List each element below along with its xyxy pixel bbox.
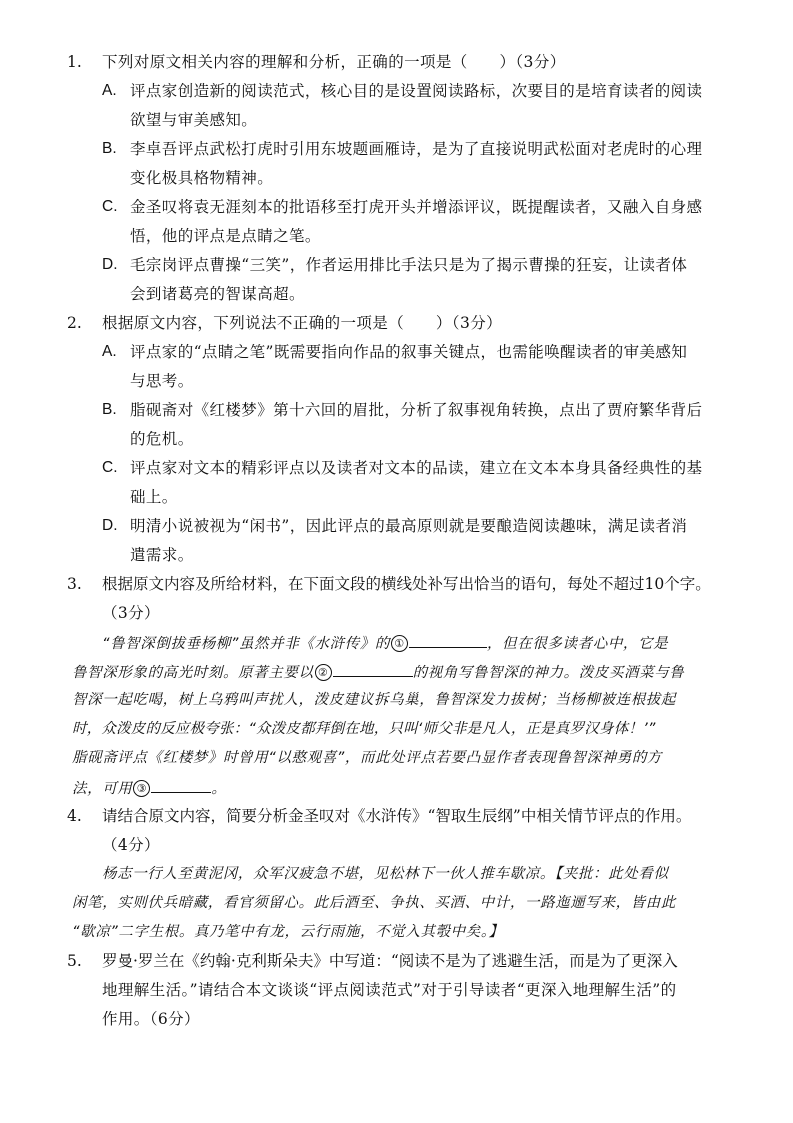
q2-option-d-line1: 明清小说被视为“闲书”，因此评点的最高原则就是要酿造阅读趣味，满足读者消 [130,517,688,535]
q3-passage-line3: 智深一起吃喝，树上乌鸦叫声扰人，泼皮建议拆乌巢，鲁智深发力拔树；当杨柳被连根拔起 [72,692,676,708]
q3-passage-text: “鲁智深倒拔垂杨柳”虽然并非《水浒传》的 [102,636,391,652]
q3-passage-line4: 时，众泼皮的反应极夸张：“众泼皮都拜倒在地，只叫‘师父非是凡人，正是真罗汉身体！’” [72,721,656,737]
q1-option-c-letter: C. [102,198,118,215]
q1-option-a-letter: A. [102,82,117,99]
question-2-number: 2. [67,314,82,332]
question-3-number: 3. [67,575,82,593]
q1-option-d-letter: D. [102,256,118,273]
q3-passage-text: 鲁智深形象的高光时刻。原著主要以 [72,665,314,681]
question-1-number: 1. [67,53,82,71]
question-4-stem-line2: （4分） [102,836,160,854]
question-5-stem-line3: 作用。（6分） [102,1010,200,1028]
q2-option-b-letter: B. [102,401,117,418]
q3-passage-text: 的视角写鲁智深的神力。泼皮买酒菜与鲁 [412,665,685,681]
q1-option-a-line2: 欲望与审美感知。 [130,111,258,129]
q4-passage-line3: “歇凉”二字生根。真乃笔中有龙，云行雨施，不觉入其彀中矣。】 [72,924,504,940]
q3-passage-line5: 脂砚斋评点《红楼梦》时曾用“以憨观喜”，而此处评点若要凸显作者表现鲁智深神勇的方 [72,750,663,766]
q2-option-a-line2: 与思考。 [130,372,194,390]
q1-option-b-letter: B. [102,140,117,157]
q3-passage-line1 [102,632,668,654]
answer-blank-2[interactable] [333,661,413,677]
q2-option-c-letter: C. [102,459,118,476]
q2-option-a-letter: A. [102,343,117,360]
question-5-stem-line1: 罗曼·罗兰在《约翰·克利斯朵夫》中写道：“阅读不是为了逃避生活，而是为了更深入 [102,952,678,970]
q1-option-b-line1: 李卓吾评点武松打虎时引用东坡题画雁诗，是为了直接说明武松面对老虎时的心理 [130,140,703,158]
question-4-stem-line1: 请结合原文内容，简要分析金圣叹对《水浒传》“智取生辰纲”中相关情节评点的作用。 [102,807,692,825]
q2-option-c-line1: 评点家对文本的精彩评点以及读者对文本的品读，建立在文本本身具备经典性的基 [130,459,703,477]
q3-passage-line2 [72,661,684,683]
question-5-stem-line2: 地理解生活。”请结合本文谈谈“评点阅读范式”对于引导读者“更深入地理解生活”的 [102,981,677,999]
question-2-stem: 根据原文内容，下列说法不正确的一项是（ ）（3分） [102,314,503,332]
q3-passage-text: 法，可用 [72,781,133,797]
q3-passage-text: 。 [211,781,227,797]
q1-option-a-line1: 评点家创造新的阅读范式，核心目的是设置阅读路标，次要目的是培育读者的阅读 [130,82,703,100]
answer-blank-3[interactable] [151,777,211,793]
q2-option-a-line1: 评点家的“点睛之笔”既需要指向作品的叙事关键点，也需能唤醒读者的审美感知 [130,343,688,361]
q2-option-d-line2: 遣需求。 [130,546,194,564]
q4-passage-line1: 杨志一行人至黄泥冈，众军汉疲急不堪，见松林下一伙人推车歇凉。【夹批：此处看似 [102,866,669,882]
q2-option-b-line2: 的危机。 [130,430,194,448]
q1-option-b-line2: 变化极具格物精神。 [130,169,274,187]
q1-option-c-line2: 悟，他的评点是点睛之笔。 [130,227,321,245]
answer-blank-1[interactable] [409,632,487,648]
question-4-number: 4. [67,807,82,825]
blank-1-marker: ① [391,635,408,652]
q2-option-d-letter: D. [102,517,118,534]
blank-3-marker: ③ [133,780,150,797]
q1-option-d-line1: 毛宗岗评点曹操“三笑”，作者运用排比手法只是为了揭示曹操的狂妄，让读者体 [130,256,688,274]
question-1-stem: 下列对原文相关内容的理解和分析，正确的一项是（ ）（3分） [102,53,566,71]
question-3-stem-line2: （3分） [102,604,160,622]
question-3-stem-line1: 根据原文内容及所给材料，在下面文段的横线处补写出恰当的语句，每处不超过10个字。 [102,575,711,593]
q2-option-c-line2: 础上。 [130,488,178,506]
q3-passage-text: ，但在很多读者心中，它是 [487,636,669,652]
q1-option-d-line2: 会到诸葛亮的智谋高超。 [130,285,305,303]
q1-option-c-line1: 金圣叹将袁无涯刻本的批语移至打虎开头并增添评议，既提醒读者，又融入自身感 [130,198,703,216]
blank-2-marker: ② [315,664,332,681]
q2-option-b-line1: 脂砚斋对《红楼梦》第十六回的眉批，分析了叙事视角转换，点出了贾府繁华背后 [130,401,703,419]
question-5-number: 5. [67,952,82,970]
q3-passage-line6 [72,777,227,799]
q4-passage-line2: 闲笔，实则伏兵暗藏，看官须留心。此后酒至、争执、买酒、中计，一路迤逦写来，皆由此 [72,895,676,911]
